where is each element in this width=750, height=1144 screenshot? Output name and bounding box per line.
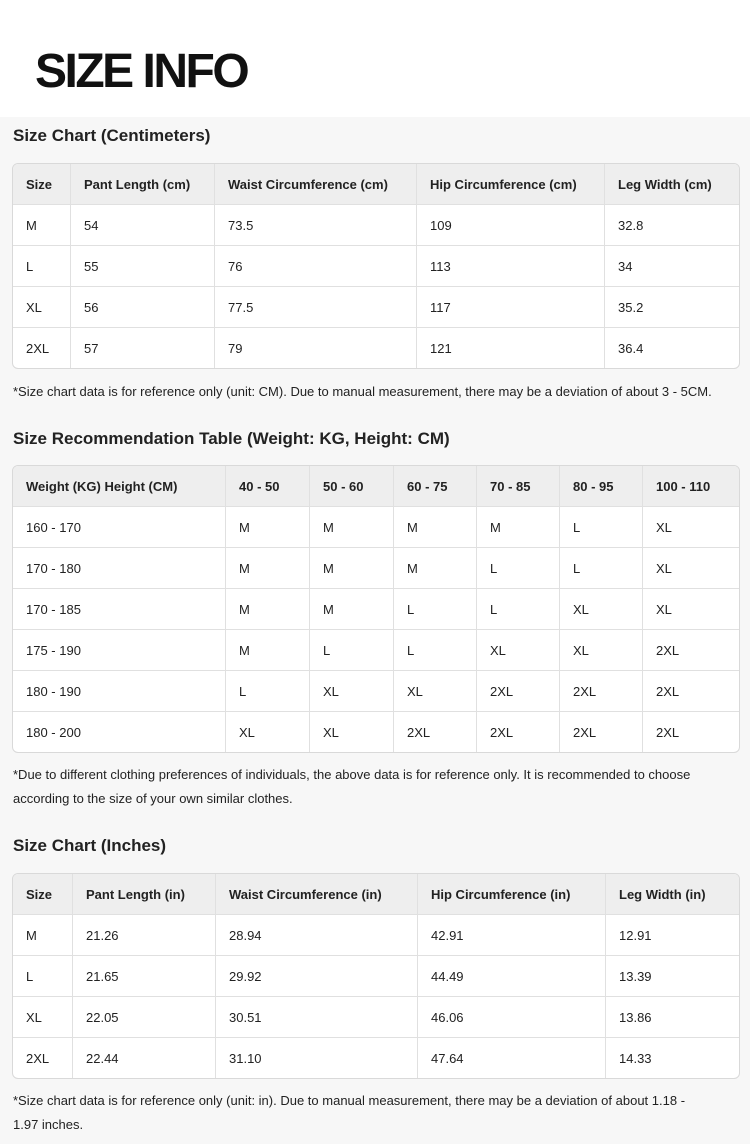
table-cell: L [477, 548, 560, 589]
column-header: 100 - 110 [643, 466, 739, 507]
table-row [13, 956, 739, 997]
table-cell: L [560, 548, 643, 589]
column-header: Hip Circumference (cm) [417, 164, 605, 205]
table-cell: 28.94 [216, 915, 418, 956]
column-header: Size [13, 164, 71, 205]
table-cell: L [226, 671, 310, 712]
table-cell: 180 - 200 [13, 712, 226, 752]
table-cell: 36.4 [618, 340, 644, 356]
table-cell: 55 [71, 246, 215, 287]
table-cell: 2XL [656, 724, 680, 740]
table-cell: 2XL [394, 712, 477, 752]
table-cell: XL [560, 589, 643, 630]
table-cell: L [394, 630, 477, 671]
inch-chart-note [13, 1089, 741, 1137]
table-cell: XL [13, 997, 73, 1038]
column-header: Hip Circumference (in) [418, 874, 606, 915]
table-cell: 13.39 [606, 956, 739, 997]
column-header: Waist Circumference (cm) [215, 164, 417, 205]
table-cell: L [477, 589, 560, 630]
table-cell: 42.91 [418, 915, 606, 956]
recommendation-table [12, 465, 740, 753]
table-cell: 21.65 [73, 956, 216, 997]
table-cell: 29.92 [216, 956, 418, 997]
table-cell: 47.64 [418, 1038, 606, 1078]
table-cell: M [310, 507, 394, 548]
table-cell: 54 [71, 205, 215, 246]
note-line: *Size chart data is for reference only (unit: in). Due to manual measurement, there may be a deviation of about 1.18 - [13, 1093, 686, 1108]
table-cell: 113 [417, 246, 605, 287]
table-cell: 109 [417, 205, 605, 246]
table-row [13, 287, 739, 328]
table-cell: L [560, 507, 643, 548]
note-line: according to the size of your own similar clothes. [13, 791, 293, 806]
table-header-row [13, 164, 739, 205]
table-cell: 175 - 190 [13, 630, 226, 671]
table-cell: 34 [605, 246, 739, 287]
header-banner [0, 0, 750, 117]
table-cell: XL [643, 548, 739, 589]
table-cell: M [477, 507, 560, 548]
table-cell: M [13, 915, 73, 956]
table-cell: M [13, 205, 71, 246]
table-cell: 44.49 [418, 956, 606, 997]
table-row [13, 915, 739, 956]
table-cell: 32.8 [605, 205, 739, 246]
column-header: Waist Circumference (in) [216, 874, 418, 915]
table-cell: XL [310, 712, 394, 752]
table-cell: 160 - 170 [13, 507, 226, 548]
table-cell: M [310, 589, 394, 630]
note-line: *Due to different clothing preferences of individuals, the above data is for reference only. It is recommended to choose [13, 767, 691, 782]
table-cell: 2XL [13, 328, 71, 368]
table-cell: XL [643, 589, 739, 630]
table-cell: 73.5 [215, 205, 417, 246]
page-title: SIZE INFO [35, 45, 248, 98]
table-cell: M [394, 507, 477, 548]
table-cell: XL [477, 630, 560, 671]
table-cell: 2XL [560, 712, 643, 752]
table-cell: 22.44 [73, 1038, 216, 1078]
table-cell: M [394, 548, 477, 589]
table-cell: 121 [417, 328, 605, 368]
table-row [13, 548, 739, 589]
table-cell: 2XL [560, 671, 643, 712]
table-cell: L [394, 589, 477, 630]
table-row [13, 630, 739, 671]
table-cell: 180 - 190 [13, 671, 226, 712]
table-cell: M [226, 630, 310, 671]
cm-chart-note: *Size chart data is for reference only (unit: CM). Due to manual measurement, there may be a deviation of about 3 - 5CM. [13, 384, 712, 399]
column-header: Leg Width (in) [606, 874, 739, 915]
column-header: 70 - 85 [477, 466, 560, 507]
table-cell: XL [560, 630, 643, 671]
inch-size-table [12, 873, 740, 1079]
column-header: 40 - 50 [226, 466, 310, 507]
column-header: Size [13, 874, 73, 915]
table-row [13, 328, 739, 368]
table-cell: XL [13, 287, 71, 328]
table-cell: M [226, 589, 310, 630]
table-cell: 13.86 [606, 997, 739, 1038]
table-row [13, 671, 739, 712]
table-cell: 21.26 [73, 915, 216, 956]
table-cell: 76 [215, 246, 417, 287]
table-cell: XL [394, 671, 477, 712]
table-row [13, 507, 739, 548]
cm-chart-title: Size Chart (Centimeters) [13, 126, 211, 145]
table-cell: 2XL [13, 1038, 73, 1078]
table-cell: 117 [417, 287, 605, 328]
column-header: Weight (KG) Height (CM) [13, 466, 226, 507]
table-header-row [13, 466, 739, 507]
table-cell: 2XL [477, 671, 560, 712]
table-row [13, 1038, 739, 1078]
column-header: 60 - 75 [394, 466, 477, 507]
table-cell: XL [310, 671, 394, 712]
table-row [13, 589, 739, 630]
table-cell: 56 [71, 287, 215, 328]
column-header: Leg Width (cm) [605, 164, 739, 205]
table-cell: 30.51 [216, 997, 418, 1038]
table-header-row [13, 874, 739, 915]
table-cell: 77.5 [215, 287, 417, 328]
table-cell: 79 [215, 328, 417, 368]
column-header: Pant Length (cm) [71, 164, 215, 205]
table-row [13, 712, 739, 752]
table-cell: L [13, 246, 71, 287]
table-cell: M [226, 548, 310, 589]
table-row [13, 246, 739, 287]
table-row [13, 997, 739, 1038]
column-header: 80 - 95 [560, 466, 643, 507]
inch-chart-title: Size Chart (Inches) [13, 836, 167, 855]
cm-size-table [12, 163, 740, 369]
table-cell: 170 - 180 [13, 548, 226, 589]
table-cell: 31.10 [216, 1038, 418, 1078]
table-cell: 2XL [477, 712, 560, 752]
table-cell: 35.2 [605, 287, 739, 328]
table-cell: 2XL [643, 671, 739, 712]
note-line: 1.97 inches. [13, 1117, 84, 1132]
table-cell: 170 - 185 [13, 589, 226, 630]
table-cell: 22.05 [73, 997, 216, 1038]
table-cell: 12.91 [606, 915, 739, 956]
column-header: 50 - 60 [310, 466, 394, 507]
recommendation-note [13, 763, 741, 811]
table-cell: 14.33 [619, 1050, 652, 1066]
column-header: Pant Length (in) [73, 874, 216, 915]
table-cell: M [226, 507, 310, 548]
table-cell: M [310, 548, 394, 589]
table-cell: 2XL [643, 630, 739, 671]
recommendation-title: Size Recommendation Table (Weight: KG, Height: CM) [13, 429, 450, 448]
table-cell: XL [643, 507, 739, 548]
table-cell: 46.06 [418, 997, 606, 1038]
table-cell: 57 [71, 328, 215, 368]
table-cell: L [310, 630, 394, 671]
table-cell: L [13, 956, 73, 997]
table-row [13, 205, 739, 246]
table-cell: XL [226, 712, 310, 752]
